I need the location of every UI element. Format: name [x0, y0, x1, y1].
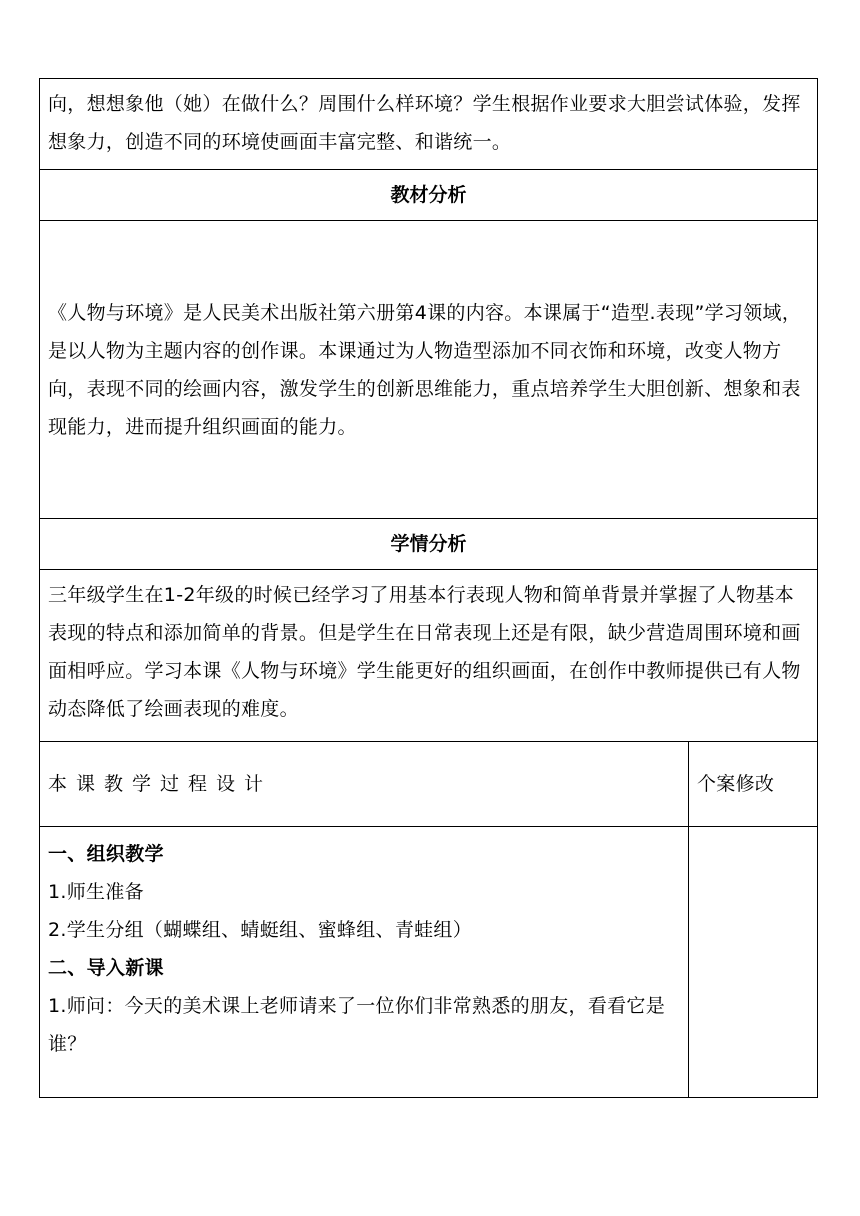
case-revision-header: 个案修改 — [689, 742, 818, 827]
materials-body-row — [40, 221, 818, 519]
process-header-row — [40, 742, 818, 827]
students-body-row — [40, 570, 818, 742]
materials-heading: 教材分析 — [40, 170, 818, 221]
process-content — [40, 827, 689, 1098]
materials-analysis-text: 《人物与环境》是人民美术出版社第六册第4课的内容。本课属于“造型.表现”学习领域，是以人物为主题内容的创作课。本课通过为人物造型添加不同衣饰和环境，改变人物方向，表现不同的绘画内容，激发学生的创新思维能力，重点培养学生大胆创新、想象和表现能力，进而提升组织画面的能力。 — [40, 221, 818, 519]
students-heading: 学情分析 — [40, 519, 818, 570]
lesson-plan-table — [39, 78, 818, 1098]
process-content-row — [40, 827, 818, 1098]
section-introduce-lesson: 二、导入新课 — [48, 957, 164, 979]
lesson-plan-page — [39, 78, 817, 1098]
case-revision-cell — [689, 827, 818, 1098]
section-organize-teaching: 一、组织教学 — [48, 843, 164, 865]
step-teacher-student-prep: 1.师生准备 — [48, 881, 144, 903]
continuation-row — [40, 79, 818, 170]
continuation-text: 向，想想象他（她）在做什么？周围什么样环境？学生根据作业要求大胆尝试体验，发挥想象力，创造不同的环境使画面丰富完整、和谐统一。 — [40, 79, 818, 170]
step-student-grouping: 2.学生分组（蝴蝶组、蜻蜓组、蜜蜂组、青蛙组） — [48, 919, 473, 941]
students-heading-row — [40, 519, 818, 570]
step-teacher-question: 1.师问：今天的美术课上老师请来了一位你们非常熟悉的朋友，看看它是谁？ — [48, 995, 666, 1055]
materials-heading-row — [40, 170, 818, 221]
students-analysis-text: 三年级学生在1-2年级的时候已经学习了用基本行表现人物和简单背景并掌握了人物基本表现的特点和添加简单的背景。但是学生在日常表现上还是有限，缺少营造周围环境和画面相呼应。学习本课《人物与环境》学生能更好的组织画面，在创作中教师提供已有人物动态降低了绘画表现的难度。 — [40, 570, 818, 742]
process-design-header: 本课教学过程设计 — [40, 742, 689, 827]
